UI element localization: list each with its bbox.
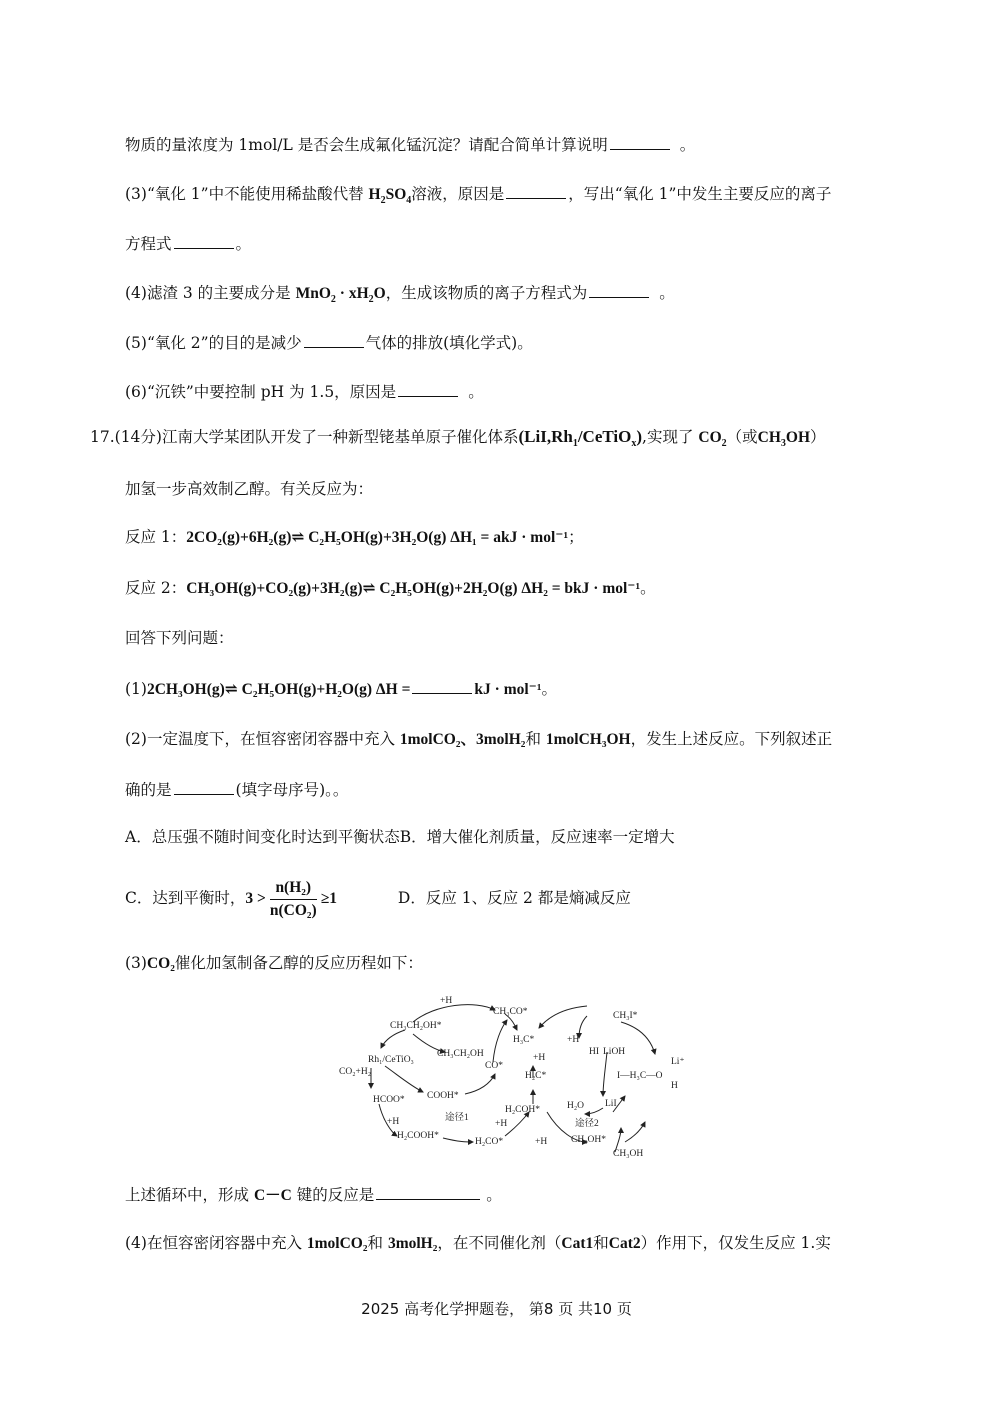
species-label: Li⁺ bbox=[671, 1057, 685, 1067]
arrow bbox=[493, 1020, 507, 1062]
fraction: $\frac{\text{n(H₂)}}{\text{n(CO₂)}}$ bbox=[269, 878, 317, 919]
sub-question-1: (1)2CH₃OH(g)⇌ C₂H₅OH(g)+H₂O(g) ΔH = kJ · mol⁻¹。 bbox=[125, 677, 557, 701]
sub-question-3: (3)CO₂催化加氢制备乙醇的反应历程如下： bbox=[125, 954, 423, 972]
answer-blank[interactable] bbox=[376, 1183, 480, 1200]
question-6: (6)“沉铁”中要控制 pH 为 1.5，原因是 。 bbox=[125, 380, 484, 403]
question-5: (5)“氧化 2”的目的是减少 气体的排放(填化学式)。 bbox=[125, 331, 533, 354]
species-label: CO* bbox=[485, 1061, 503, 1071]
text-line-11: 回答下列问题： bbox=[125, 629, 234, 647]
species-label: CH₃OH bbox=[613, 1149, 644, 1159]
label: +H bbox=[440, 996, 453, 1006]
text-line-8: 加氢一步高效制乙醇。有关反应为： bbox=[125, 480, 374, 498]
arrow bbox=[381, 1030, 405, 1048]
answer-blank[interactable] bbox=[174, 232, 234, 249]
text-line-18: 上述循环中，形成 C－C 键的反应是 。 bbox=[125, 1183, 502, 1207]
species-label: H₂COOH* bbox=[397, 1131, 439, 1141]
species-label: CO₂+H₂ bbox=[339, 1067, 372, 1077]
arrow bbox=[443, 1138, 473, 1142]
text-line-14: 确的是 (填字母序号)。。 bbox=[125, 778, 348, 801]
reaction-2: 反应 2：CH₃OH(g)+CO₂(g)+3H₂(g)⇌ C₂H₅OH(g)+2H₂O(g) ΔH₂ = bkJ · mol⁻¹。 bbox=[125, 579, 656, 597]
page-footer: 2025 高考化学押题卷， 第8 页 共10 页 bbox=[361, 1300, 632, 1318]
species-label: CH₃CO* bbox=[493, 1007, 528, 1017]
option-d[interactable]: D．反应 1、反应 2 都是熵减反应 bbox=[397, 889, 631, 907]
arrow bbox=[465, 1074, 495, 1094]
answer-blank[interactable] bbox=[610, 133, 670, 150]
answer-blank[interactable] bbox=[412, 677, 472, 694]
option-c[interactable]: C．达到平衡时，3 > $\frac{\text{n(H₂)}}{\text{n(CO₂)}}$ ≥1 bbox=[125, 878, 337, 919]
species-label: LiOH bbox=[603, 1047, 626, 1057]
label: +H bbox=[567, 1035, 580, 1045]
catalyst-label: Rh₁/CeTiO₃ bbox=[368, 1055, 414, 1065]
route-label: 途径2 bbox=[575, 1119, 599, 1129]
label: +H bbox=[533, 1053, 546, 1063]
species-label: H₃C* bbox=[513, 1035, 535, 1045]
answer-blank[interactable] bbox=[589, 281, 649, 298]
species-label: H₂COH* bbox=[505, 1105, 540, 1115]
options-ab bbox=[125, 826, 675, 848]
species-label: CH₃OH* bbox=[571, 1135, 606, 1145]
arrow bbox=[539, 1006, 587, 1028]
option-b[interactable]: B．增大催化剂质量，反应速率一定增大 bbox=[399, 828, 675, 846]
arrow bbox=[603, 1052, 607, 1096]
sub-question-4: (4)在恒容密闭容器中充入 1molCO₂和 3molH₂，在不同催化剂（Cat1和Cat2）作用下，仅发生反应 1.实 bbox=[125, 1234, 831, 1252]
arrow bbox=[579, 1016, 587, 1038]
arrow bbox=[621, 1022, 655, 1054]
species-label: COOH* bbox=[427, 1091, 459, 1101]
species-label: H₂C* bbox=[525, 1071, 547, 1081]
option-a[interactable]: A．总压强不随时间变化时达到平衡状态 bbox=[125, 828, 400, 846]
species-label: CH₃CH₂OH bbox=[437, 1049, 484, 1059]
question-4: (4)滤渣 3 的主要成分是 $MnO_2 \cdot xH_2O$，生成该物质的离子方程式为 。 bbox=[125, 281, 675, 305]
species-label: H bbox=[671, 1081, 678, 1091]
answer-blank[interactable] bbox=[304, 331, 364, 348]
reaction-mechanism-diagram bbox=[335, 992, 695, 1162]
options-cd bbox=[125, 870, 631, 926]
species-label: CH₃I* bbox=[613, 1011, 638, 1021]
reaction-1: 反应 1：2CO₂(g)+6H₂(g)⇌ C₂H₅OH(g)+3H₂O(g) ΔH₁ = akJ · mol⁻¹； bbox=[125, 528, 584, 546]
answer-blank[interactable] bbox=[398, 380, 458, 397]
text-line-1: 物质的量浓度为 1mol/L 是否会生成氟化锰沉淀？请配合简单计算说明 。 bbox=[125, 133, 695, 156]
sub-question-2: (2)一定温度下，在恒容密闭容器中充入 1molCO₂、3molH₂和 1molCH₃OH，发生上述反应。下列叙述正 bbox=[125, 730, 833, 748]
species-label: H₂CO* bbox=[475, 1137, 504, 1147]
arrow bbox=[585, 1108, 603, 1114]
species-label: LiI bbox=[605, 1099, 617, 1109]
label: +H bbox=[535, 1137, 548, 1147]
route-label: 途径1 bbox=[445, 1113, 469, 1123]
answer-blank[interactable] bbox=[174, 778, 234, 795]
answer-blank[interactable] bbox=[506, 182, 566, 199]
arrow bbox=[413, 1005, 495, 1022]
question-3: (3)“氧化 1”中不能使用稀盐酸代替 $H_2SO_4$溶液，原因是 ，写出“氧化 1”中发生主要反应的离子 bbox=[125, 182, 831, 206]
species-label: H₂O bbox=[567, 1101, 585, 1111]
species-label: HI bbox=[589, 1047, 600, 1057]
species-label: CH₃CH₂OH* bbox=[390, 1021, 442, 1031]
text-line-3: 方程式 。 bbox=[125, 232, 251, 255]
arrow bbox=[505, 1112, 529, 1136]
species-label: I—H₃C—O bbox=[617, 1071, 663, 1081]
arrow bbox=[625, 1122, 645, 1142]
species-label: HCOO* bbox=[373, 1095, 405, 1105]
label: +H bbox=[387, 1117, 400, 1127]
arrow bbox=[385, 1066, 423, 1092]
question-17-header: 17.(14分)江南大学某团队开发了一种新型铑基单原子催化体系$(LiI,Rh_1/CeTiO_x)$,实现了 $CO_2$（或$CH_3OH$） bbox=[90, 427, 826, 450]
label: +H bbox=[495, 1119, 508, 1129]
